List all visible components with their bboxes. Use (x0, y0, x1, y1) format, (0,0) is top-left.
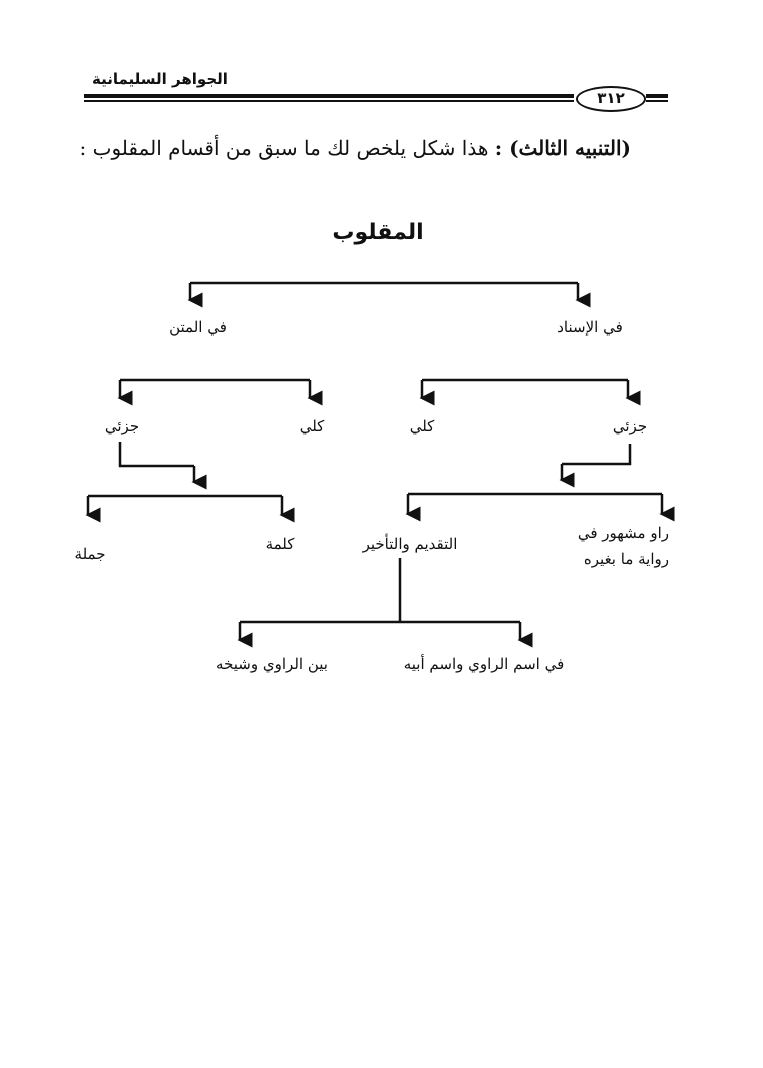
node-matn-juzi: جزئي (104, 417, 140, 435)
intro-text: هذا شكل يلخص لك ما سبق من أقسام المقلوب : (79, 136, 489, 160)
node-taqdim: التقديم والتأخير (362, 535, 458, 553)
intro-label: (التنبيه الثالث) : (494, 136, 631, 160)
node-matn-kulli: كلي (299, 417, 325, 435)
page-number: ٣١٢ (576, 86, 646, 112)
node-kalima: كلمة (265, 535, 295, 553)
book-title: الجواهر السليمانية (92, 70, 228, 88)
node-ism-rawi: في اسم الراوي واسم أبيه (403, 655, 565, 673)
node-matn: في المتن (169, 318, 227, 336)
node-jumla: جملة (74, 545, 106, 563)
connector-matn-juzi-down (120, 442, 194, 466)
node-isnad-kulli: كلي (409, 417, 435, 435)
node-rawi-mashhur-line2: رواية ما بغيره (583, 550, 669, 568)
node-isnad: في الإسناد (557, 318, 623, 336)
diagram-root: المقلوب (332, 220, 424, 245)
node-isnad-juzi: جزئي (612, 417, 648, 435)
node-bayn-rawi: بين الراوي وشيخه (216, 655, 328, 673)
node-rawi-mashhur: راو مشهور في (577, 524, 669, 542)
connector-isnad-juzi-down (562, 444, 630, 464)
